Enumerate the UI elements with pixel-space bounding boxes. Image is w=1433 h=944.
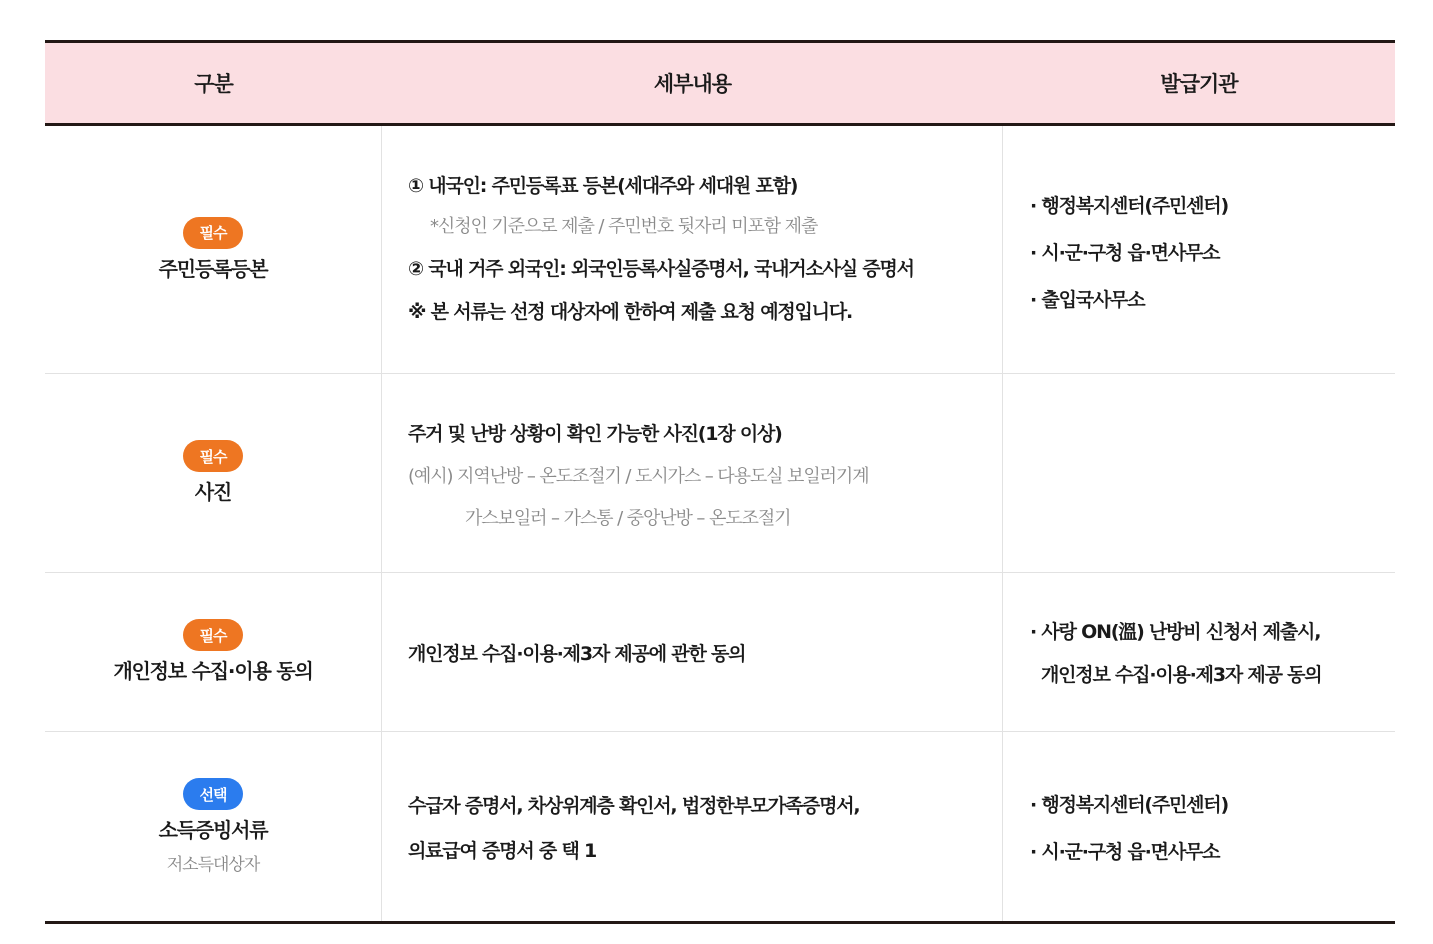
detail-line: 의료급여 증명서 중 택 1 [408,839,597,862]
issuer-item: · 행정복지센터(주민센터) [1030,793,1228,816]
detail-line: 개인정보 수집·이용·제3자 제공에 관한 동의 [408,642,746,665]
table-row [45,573,1395,732]
detail-line: 수급자 증명서, 차상위계층 확인서, 법정한부모가족증명서, [408,794,860,817]
category-title: 소득증빙서류 [158,818,268,842]
category-title: 주민등록등본 [158,256,268,281]
documents-table [45,40,1395,924]
details-cell [382,573,1003,731]
table-header [45,43,1395,126]
issuer-item: 개인정보 수집·이용·제3자 제공 동의 [1041,664,1322,686]
issuer-item: · 행정복지센터(주민센터) [1030,195,1228,217]
category-cell [45,374,382,572]
issuer-cell [1003,732,1395,921]
header-issuer: 발급기관 [1160,72,1238,96]
category-subtitle: 저소득대상자 [166,855,260,875]
table-row [45,374,1395,573]
details-cell [382,126,1003,373]
category-title: 개인정보 수집·이용 동의 [113,659,313,683]
optional-badge: 선택 [183,778,243,810]
details-cell [382,732,1003,921]
category-cell [45,126,382,373]
issuer-item: · 시·군·구청 읍·면사무소 [1030,242,1220,264]
issuer-item: · 사랑 ON(溫) 난방비 신청서 제출시, [1030,621,1321,643]
detail-example: 가스보일러 – 가스통 / 중앙난방 – 온도조절기 [465,508,791,529]
detail-line: ① 내국인: 주민등록표 등본(세대주와 세대원 포함) [408,175,798,197]
category-title: 사진 [194,480,232,504]
required-badge: 필수 [183,217,243,249]
details-cell [382,374,1003,572]
detail-line: ② 국내 거주 외국인: 외국인등록사실증명서, 국내거소사실 증명서 [408,258,914,280]
detail-line: 주거 및 난방 상황이 확인 가능한 사진(1장 이상) [408,423,782,445]
header-category: 구분 [194,72,233,96]
issuer-cell [1003,573,1395,731]
issuer-item: · 출입국사무소 [1030,289,1145,311]
detail-note: *신청인 기준으로 제출 / 주민번호 뒷자리 미포함 제출 [430,216,818,237]
category-cell [45,573,382,731]
header-details: 세부내용 [653,72,732,96]
required-badge: 필수 [183,440,243,472]
issuer-cell [1003,126,1395,373]
detail-notice: ※ 본 서류는 선정 대상자에 한하여 제출 요청 예정입니다. [408,301,852,323]
issuer-cell-empty [1003,374,1395,572]
table-row [45,126,1395,374]
category-cell [45,732,382,921]
table-row [45,732,1395,921]
required-badge: 필수 [183,619,243,651]
issuer-item: · 시·군·구청 읍·면사무소 [1030,840,1220,863]
detail-example: (예시) 지역난방 – 온도조절기 / 도시가스 – 다용도실 보일러기계 [408,466,869,487]
